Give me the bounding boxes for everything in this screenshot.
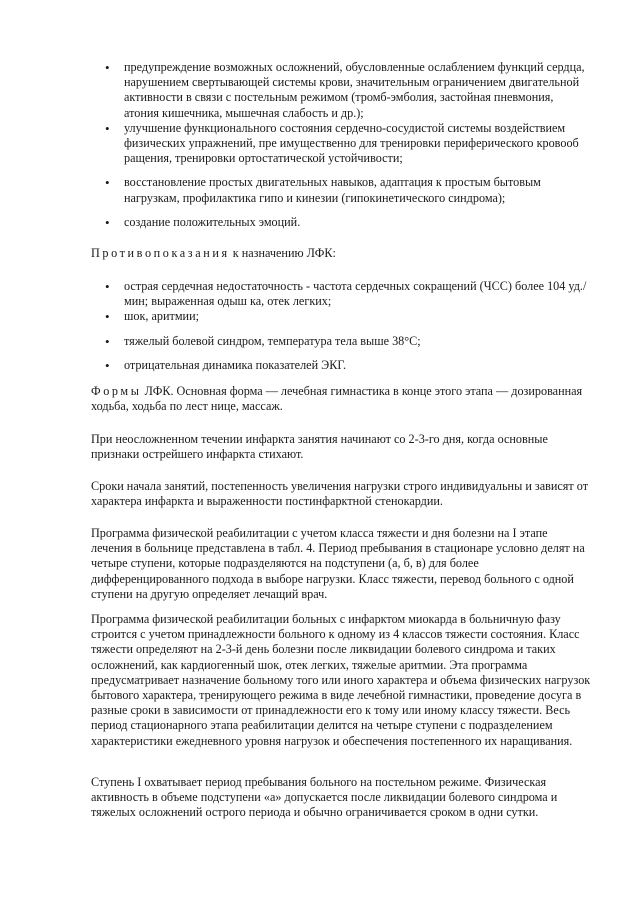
paragraph-timing: Сроки начала занятий, постепенность увеличения нагрузки строго индивидуальны и зависят от характера инфаркта и выраженности постинфарктной стенокардии. (91, 479, 589, 509)
list-item: • тяжелый болевой синдром, температура тела выше 38°С; (91, 334, 591, 349)
forms-label: Формы (91, 384, 142, 398)
paragraph-severity-classes: Программа физической реабилитации больных с инфарктом миокарда в больничную фазу строится с учетом принадлежности больного к одному из 4 классов тяжести состояния. Класс тяжести определяют на 2-3-й день болезни после ликвидации болевого синдрома и таких осложнений, как кардиогенный шок, отек легких, тяжелые аритмии. Эта программа предусматривает назначение больному того или иного характера и объема физических нагрузок бытового характера, тренирующего режима в виде лечебной гимнастики, проведение досуга в разные сроки в зависимости от принадлежности его к тому или иному классу тяжести. Весь период стационарного этапа реабилитации делится на четыре ступени с подразделением характеристики ежедневного уровня нагрузок и обеспечения постепенного их наращивания. (91, 612, 591, 748)
list-item: • создание положительных эмоций. (91, 215, 591, 230)
list-item: • предупреждение возможных осложнений, обусловленные ослаблением функций сердца, нарушением свертывающей системы крови, значительным ограничением двигательной активности в связи с постельным режимом (тромб-эмболия, застойная пневмония, атония кишечника, мышечная слабость и др.); (91, 60, 591, 121)
paragraph-onset: При неосложненном течении инфаркта занятия начинают со 2-3-го дня, когда основные признаки острейшего инфаркта стихают. (91, 432, 548, 462)
forms-text: ЛФК. Основная форма — лечебная гимнастика в конце этого этапа — дозированная ходьба, ходьба по лест нице, массаж. (91, 384, 583, 414)
contraindications-heading (91, 246, 591, 261)
contraindications-heading-rest: к назначению ЛФК: (232, 246, 336, 260)
paragraph-program: Программа физической реабилитации с учетом класса тяжести и дня болезни на I этапе лечения в больнице представлена в табл. 4. Период пребывания в стационаре условно делят на четыре ступени, которые подразделяются на подступени (а, б, в) для более дифференцированного подхода в выборе нагрузки. Класс тяжести, перевод больного с одной ступени на другую определяет лечащий врач. (91, 526, 585, 601)
list-item: • улучшение функционального состояния сердечно-сосудистой системы воздействием физических упражнений, пре имущественно для тренировки периферического кровооб ращения, тренировки ортостатической устойчивости; (91, 121, 591, 167)
goals-list (91, 60, 591, 230)
list-item: • шок, аритмии; (91, 309, 591, 324)
list-item: • восстановление простых двигательных навыков, адаптация к простым бытовым нагрузкам, профилактика гипо и кинезии (гипокинетического синдрома); (91, 175, 591, 205)
contraindications-list (91, 279, 591, 373)
forms-paragraph (91, 384, 591, 414)
list-item: • отрицательная динамика показателей ЭКГ. (91, 358, 591, 373)
list-item: • острая сердечная недостаточность - частота сердечных сокращений (ЧСС) более 104 уд./мин; выраженная одыш ка, отек легких; (91, 279, 591, 309)
paragraph-stage-one: Ступень I охватывает период пребывания больного на постельном режиме. Физическая активность в объеме подступени «а» допускается после ликвидации болевого синдрома и тяжелых осложнений острого периода и обычно ограничивается сроком в одни сутки. (91, 775, 558, 820)
contraindications-heading-spaced: Противопоказания (91, 246, 230, 260)
